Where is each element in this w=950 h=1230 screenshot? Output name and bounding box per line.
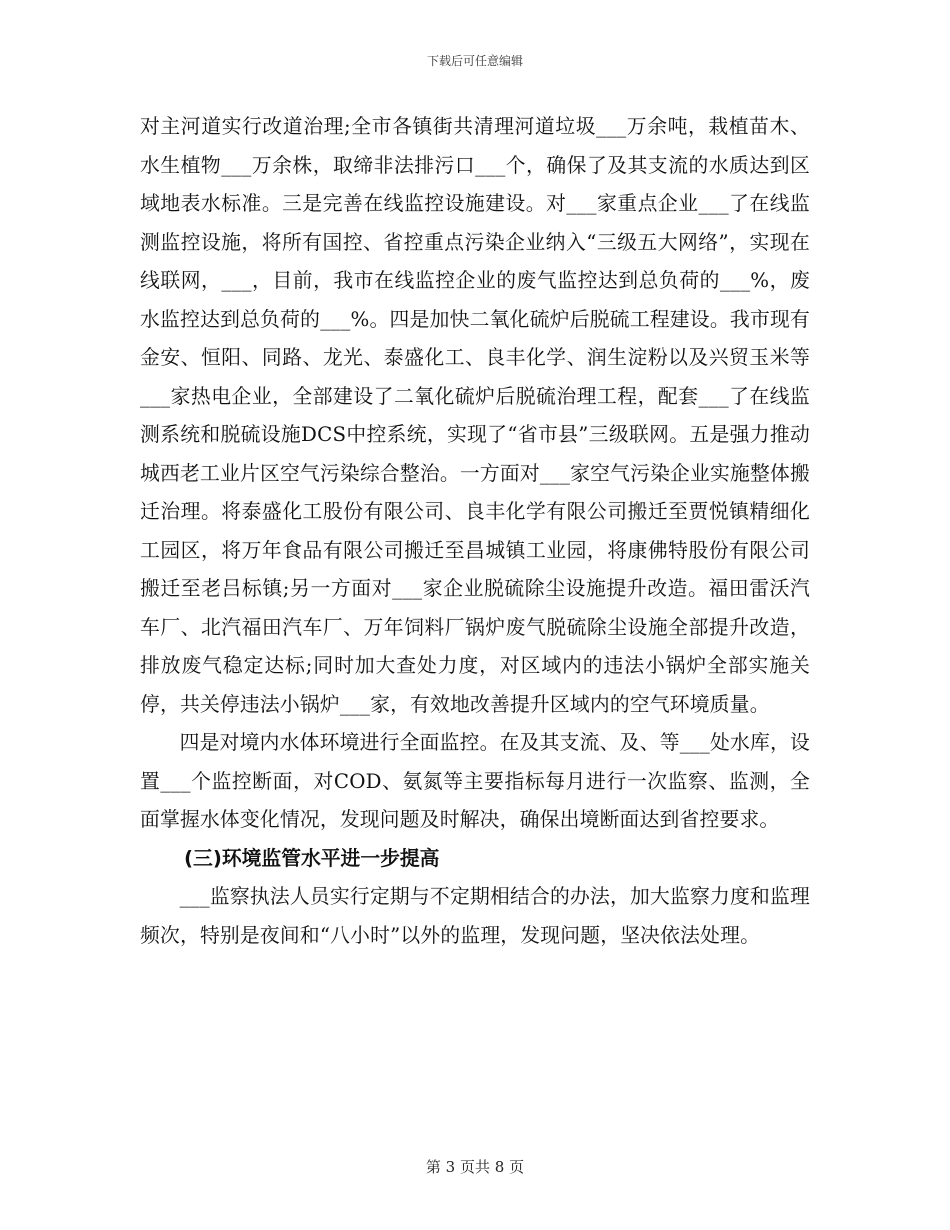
document-body [140, 108, 810, 955]
page-header: 下载后可任意编辑 [426, 54, 523, 68]
paragraph-2: 四是对境内水体环境进行全面监控。在及其支流、及、等___处水库，设置___个监控断面，对COD、氨氮等主要指标每月进行一次监察、监测，全面掌握水体变化情况，发现问题及时解决，确保出境断面达到省控要求。 [140, 731, 810, 831]
section-heading: (三)环境监管水平进一步提高 [184, 846, 440, 870]
paragraph-3: ___监察执法人员实行定期与不定期相结合的办法，加大监察力度和监理频次，特别是夜间和“八小时”以外的监理，发现问题，坚决依法处理。 [140, 885, 810, 947]
page-footer: 第 3 页共 8 页 [425, 1158, 525, 1176]
paragraph-1: 对主河道实行改道治理;全市各镇街共清理河道垃圾___万余吨，栽植苗木、水生植物___万余株，取缔非法排污口___个，确保了及其支流的水质达到区域地表水标准。三是完善在线监控设施建设。对___家重点企业___了在线监测监控设施，将所有国控、省控重点污染企业纳入“三级五大网络”，实现在线联网，___，目前，我市在线监控企业的废气监控达到总负荷的___%，废水监控达到总负荷的___%。四是加快二氧化硫炉后脱硫工程建设。我市现有金安、恒阳、同路、龙光、泰盛化工、良丰化学、润生淀粉以及兴贸玉米等___家热电企业，全部建设了二氧化硫炉后脱硫治理工程，配套___了在线监测系统和脱硫设施DCS中控系统，实现了“省市县”三级联网。五是强力推动城西老工业片区空气污染综合整治。一方面对___家空气污染企业实施整体搬迁治理。将泰盛化工股份有限公司、良丰化学有限公司搬迁至贾悦镇精细化工园区，将万年食品有限公司搬迁至昌城镇工业园，将康佛特股份有限公司搬迁至老吕标镇;另一方面对___家企业脱硫除尘设施提升改造。福田雷沃汽车厂、北汽福田汽车厂、万年饲料厂锅炉废气脱硫除尘设施全部提升改造，排放废气稳定达标;同时加大查处力度，对区域内的违法小锅炉全部实施关停，共关停违法小锅炉___家，有效地改善提升区域内的空气环境质量。 [140, 115, 810, 716]
